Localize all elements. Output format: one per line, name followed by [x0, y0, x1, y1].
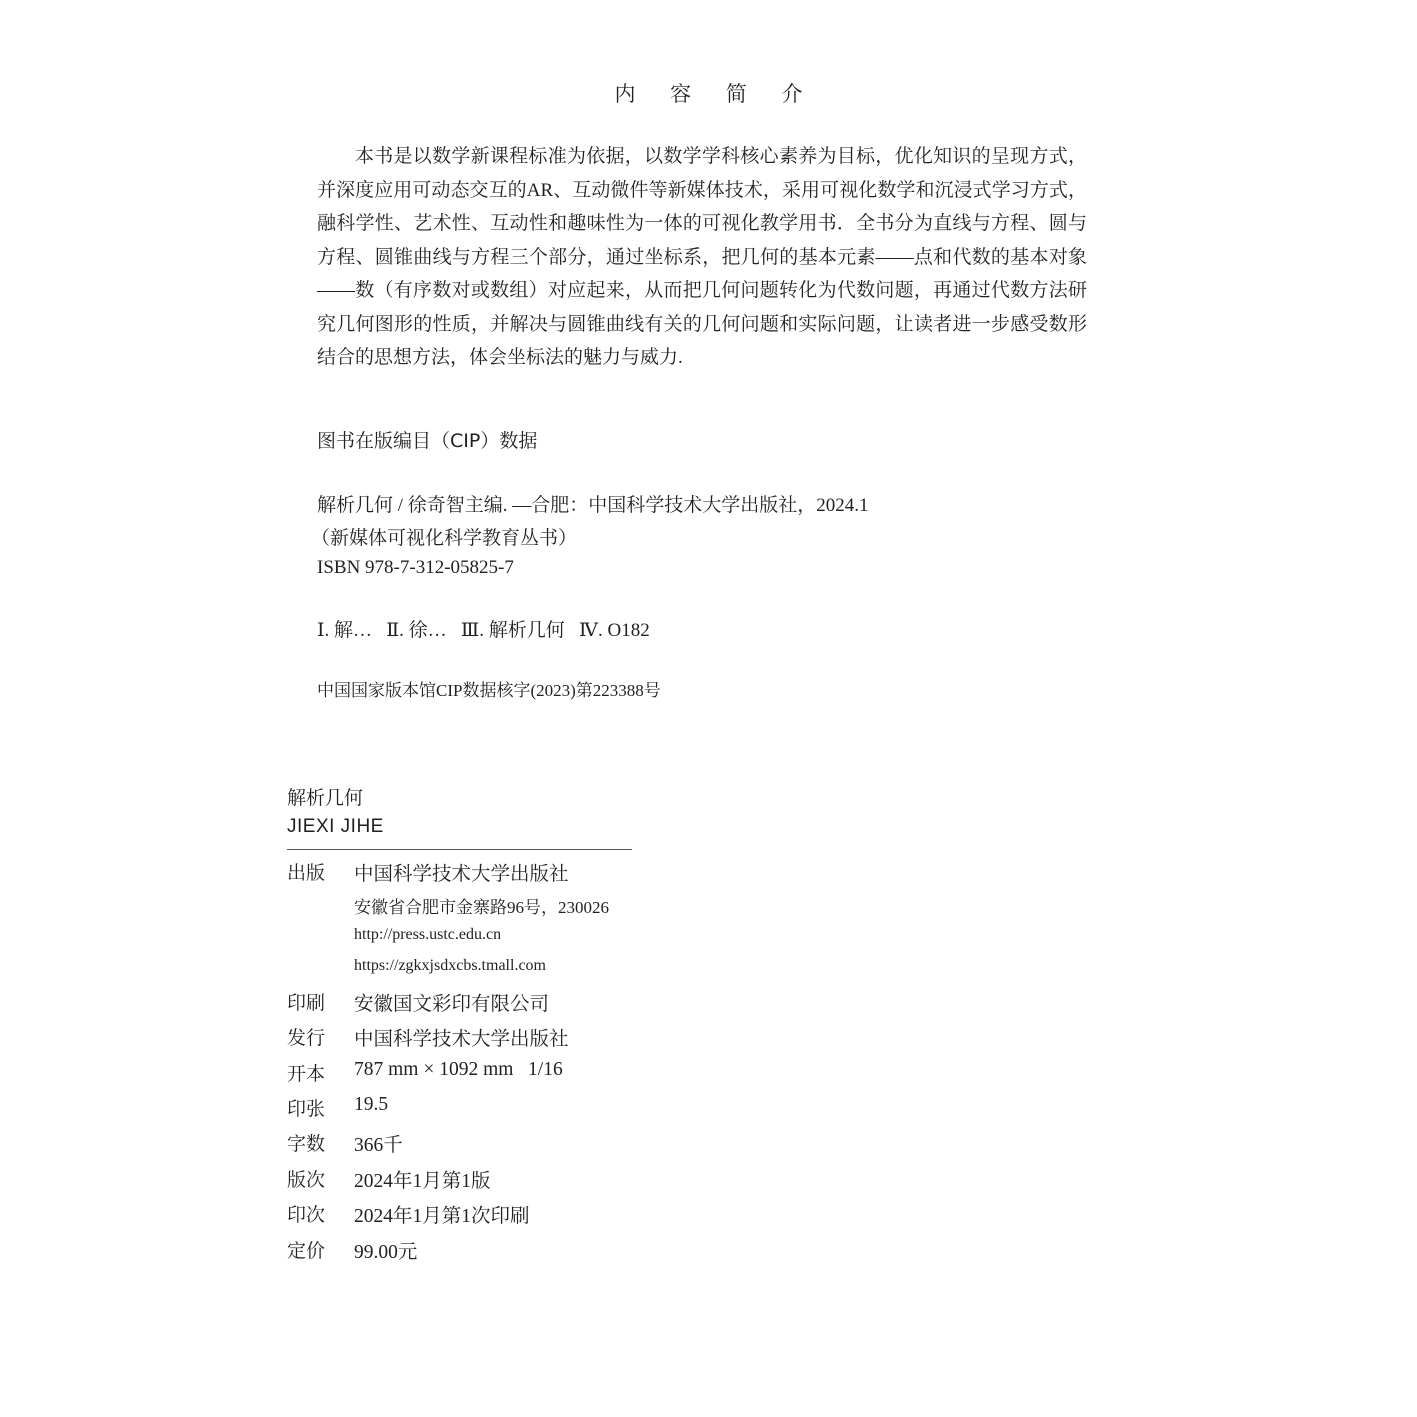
edition-label: 版次: [287, 1169, 326, 1191]
store-url: https://zgkxjsdxcbs.tmall.com: [354, 957, 546, 974]
format-value: 787 mm × 1092 mm 1/16: [354, 1059, 563, 1080]
printing-label: 印次: [287, 1204, 326, 1226]
cip-isbn: ISBN 978-7-312-05825-7: [317, 557, 514, 578]
book-title: 解析几何: [287, 787, 364, 809]
printing-value: 2024年1月第1次印刷: [354, 1206, 530, 1227]
price-label: 定价: [287, 1240, 326, 1262]
sheets-label: 印张: [287, 1098, 326, 1120]
printer-label: 印刷: [287, 992, 326, 1014]
divider-rule: [287, 849, 632, 850]
distributor-label: 发行: [287, 1027, 326, 1049]
summary-text: 本书是以数学新课程标准为依据，以数学学科核心素养为目标，优化知识的呈现方式，并深度应用可动态交互的AR、互动微件等新媒体技术，采用可视化数学和沉浸式学习方式，融科学性、艺术性、互动性和趣味性为一体的可视化教学用书．全书分为直线与方程、圆与方程、圆锥曲线与方程三个部分，通过坐标系，把几何的基本元素——点和代数的基本对象——数（有序数对或数组）对应起来，从而把几何问题转化为代数问题，再通过代数方法研究几何图形的性质，并解决与圆锥曲线有关的几何问题和实际问题，让读者进一步感受数形结合的思想方法，体会坐标法的魅力与威力.: [317, 146, 1087, 368]
publisher-label: 出版: [287, 862, 326, 884]
printer-value: 安徽国文彩印有限公司: [354, 994, 550, 1015]
cip-record-number: 中国国家版本馆CIP数据核字(2023)第223388号: [317, 681, 661, 700]
publisher-address: 安徽省合肥市金寨路96号，230026: [354, 898, 609, 917]
publisher-url: http://press.ustc.edu.cn: [354, 926, 502, 943]
distributor-value: 中国科学技术大学出版社: [354, 1029, 569, 1050]
publisher-value: 中国科学技术大学出版社: [354, 864, 569, 885]
edition-value: 2024年1月第1版: [354, 1171, 491, 1192]
cip-series: （新媒体可视化科学教育丛书）: [311, 528, 578, 549]
summary-title: 内 容 简 介: [614, 82, 817, 106]
sheets-value: 19.5: [354, 1094, 389, 1115]
cip-heading: 图书在版编目（CIP）数据: [317, 430, 538, 452]
book-pinyin-title: JIEXI JIHE: [287, 816, 384, 837]
cip-classification: Ⅰ. 解… Ⅱ. 徐… Ⅲ. 解析几何 Ⅳ. O182: [317, 620, 650, 641]
cip-main-entry: 解析几何 / 徐奇智主编. —合肥：中国科学技术大学出版社，2024.1: [317, 495, 869, 516]
word-count-value: 366千: [354, 1135, 403, 1156]
price-value: 99.00元: [354, 1242, 418, 1263]
word-count-label: 字数: [287, 1133, 326, 1155]
format-label: 开本: [287, 1063, 326, 1085]
